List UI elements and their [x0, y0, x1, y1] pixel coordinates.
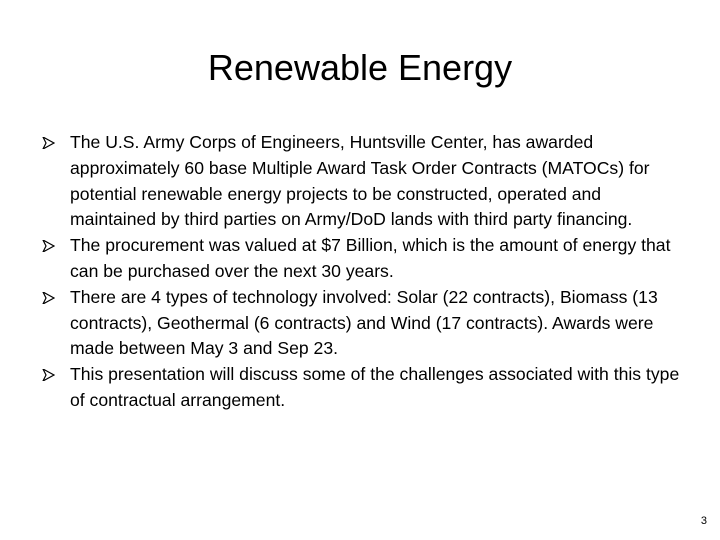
bullet-item [42, 285, 692, 362]
slide-title: Renewable Energy [207, 47, 513, 88]
arrow-bullet-icon [42, 130, 56, 156]
bullet-text: The procurement was valued at $7 Billion, which is the amount of energy that can be purchased over the next 30 years. [70, 235, 671, 281]
arrow-bullet-icon [42, 233, 56, 259]
arrow-bullet-icon [42, 285, 56, 311]
bullet-list [42, 130, 692, 414]
bullet-item [42, 130, 692, 233]
page-number: 3 [700, 515, 707, 527]
arrow-bullet-icon [42, 362, 56, 388]
bullet-text: This presentation will discuss some of the challenges associated with this type of contractual arrangement. [70, 364, 680, 410]
bullet-text: There are 4 types of technology involved: Solar (22 contracts), Biomass (13 contracts), Geothermal (6 contracts) and Wind (17 contracts). Awards were made between May 3 and Sep 23. [70, 286, 658, 359]
bullet-text: The U.S. Army Corps of Engineers, Huntsville Center, has awarded approximately 60 base Multiple Award Task Order Contracts (MATOCs) for potential renewable energy projects to be constructed, operated and maintained by third parties on Army/DoD lands with third party financing. [70, 132, 650, 230]
bullet-item [42, 362, 692, 414]
bullet-item [42, 233, 692, 285]
